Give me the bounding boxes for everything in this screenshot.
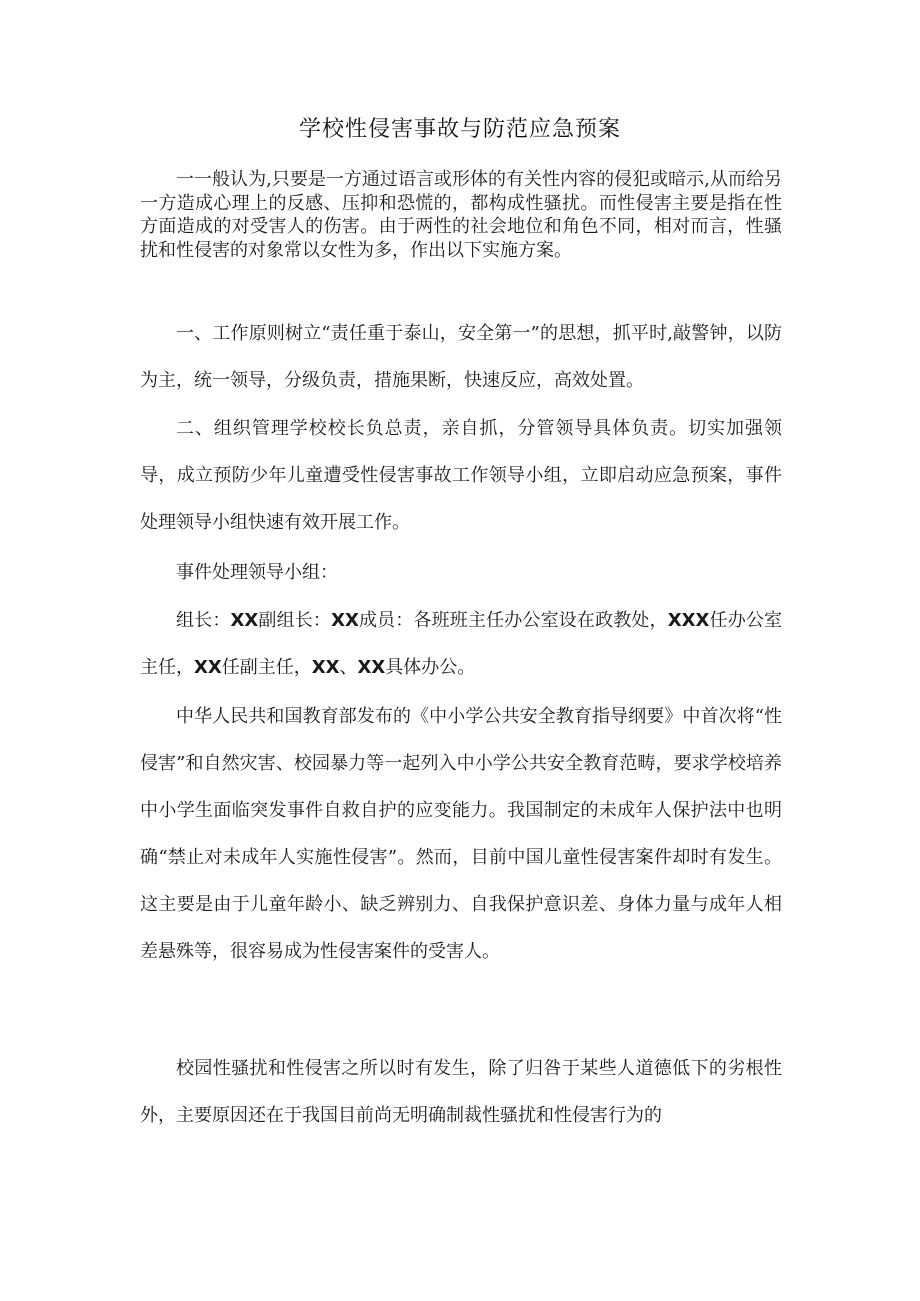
office-head-role: 任办公室主任， xyxy=(140,610,783,678)
deputy-name: XX xyxy=(331,610,359,631)
paragraph-principle: 一、工作原则树立“责任重于泰山，安全第一”的思想，抓平时,敲警钟，以防为主，统一领导，分级负责，措施果断，快速反应，高效处置。 xyxy=(140,323,782,391)
leader-label: 组长： xyxy=(176,610,231,631)
office-deputy-role: 任副主任， xyxy=(221,657,312,678)
deputy-label: 副组长： xyxy=(258,610,332,631)
office-head-name: XXX xyxy=(667,610,710,631)
members-label: 成员：各班班主任办公室设在政教处， xyxy=(358,610,668,631)
paragraph-organization: 二、组织管理学校校长负总责，亲自抓，分管领导具体负责。切实加强领导，成立预防少年儿童遭受性侵害事故工作领导小组，立即启动应急预案，事件处理领导小组快速有效开展工作。 xyxy=(140,418,782,533)
staff-a-name: XX xyxy=(311,657,340,678)
document-title: 学校性侵害事故与防范应急预案 xyxy=(298,117,621,142)
staff-b-name: XX xyxy=(357,657,386,678)
office-deputy-name: XX xyxy=(194,657,222,678)
paragraph-intro: 一一般认为,只要是一方通过语言或形体的有关性内容的侵犯或暗示,从而给另一方造成心理上的反感、压抑和恐慌的，都构成性骚扰。而性侵害主要是指在性方面造成的对受害人的伤害。由于两性的社会地位和角色不同，相对而言，性骚扰和性侵害的对象常以女性为多，作出以下实施方案。 xyxy=(140,169,782,261)
paragraph-members xyxy=(140,597,782,691)
paragraph-ministry: 中华人民共和国教育部发布的《中小学公共安全教育指导纲要》中首次将“性侵害”和自然灾害、校园暴力等一起列入中小学公共安全教育范畴，要求学校培养中小学生面临突发事件自救自护的应变能力。我国制定的未成年人保护法中也明确“禁止对未成年人实施性侵害”。然而，目前中国儿童性侵害案件却时有发生。这主要是由于儿童年龄小、缺乏辨别力、自我保护意识差、身体力量与成年人相差悬殊等，很容易成为性侵害案件的受害人。 xyxy=(140,706,782,962)
leader-name: XX xyxy=(230,610,259,631)
paragraph-group-heading: 事件处理领导小组： xyxy=(176,562,338,583)
paragraph-causes: 校园性骚扰和性侵害之所以时有发生，除了归咎于某些人道德低下的劣根性外，主要原因还在于我国目前尚无明确制裁性骚扰和性侵害行为的 xyxy=(140,1058,782,1126)
staff-separator: 、 xyxy=(339,657,358,678)
staff-role: 具体办公。 xyxy=(385,657,476,678)
